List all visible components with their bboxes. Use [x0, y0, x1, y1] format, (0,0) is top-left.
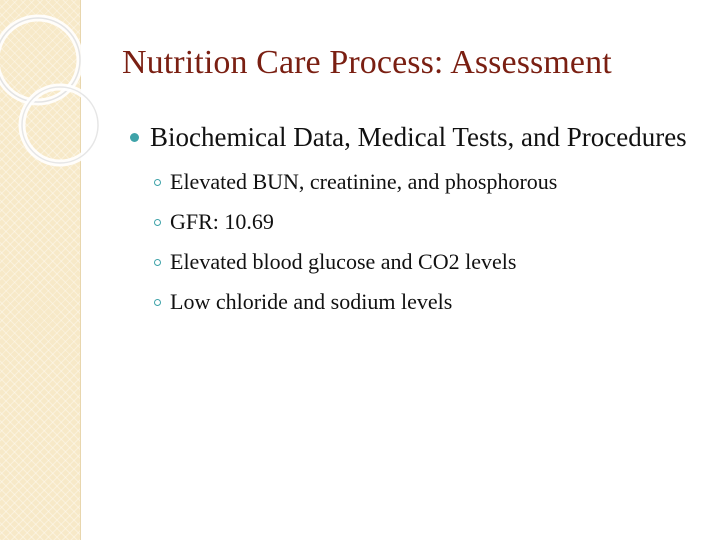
decorative-rings: [0, 0, 140, 200]
main-bullet-text: Biochemical Data, Medical Tests, and Procedures: [150, 122, 687, 152]
bullet-dot-icon: [130, 133, 139, 142]
sub-bullet-text: GFR: 10.69: [170, 209, 274, 234]
sub-bullet-text: Low chloride and sodium levels: [170, 289, 453, 314]
slide-content: [128, 118, 688, 322]
sub-bullet-ring-icon: [154, 259, 161, 266]
sub-bullet-ring-icon: [154, 219, 161, 226]
slide-title: Nutrition Care Process: Assessment: [122, 44, 612, 81]
sub-bullet-list: [128, 162, 688, 322]
main-bullet: [128, 118, 688, 156]
sub-bullet-item: [152, 282, 688, 322]
sub-bullet-item: [152, 162, 688, 202]
sub-bullet-item: [152, 202, 688, 242]
sub-bullet-ring-icon: [154, 299, 161, 306]
sub-bullet-item: [152, 242, 688, 282]
sub-bullet-text: Elevated BUN, creatinine, and phosphorous: [170, 169, 558, 194]
sub-bullet-text: Elevated blood glucose and CO2 levels: [170, 249, 517, 274]
sub-bullet-ring-icon: [154, 179, 161, 186]
